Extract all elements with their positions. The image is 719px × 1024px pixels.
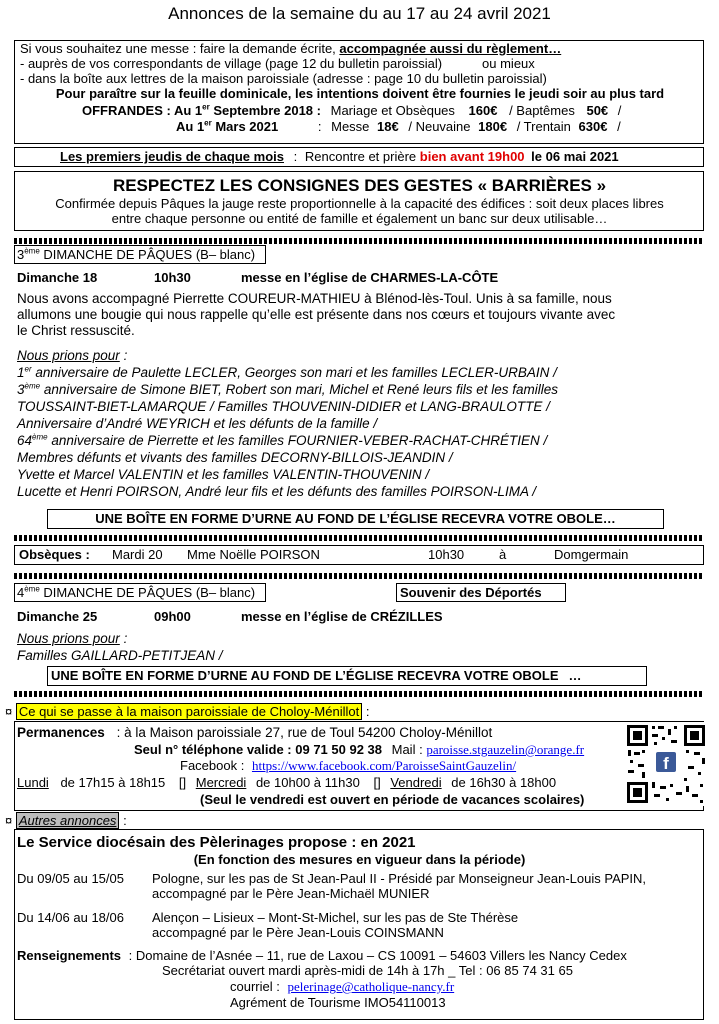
separator xyxy=(14,691,704,697)
courriel-line xyxy=(230,980,719,994)
trip-description: Pologne, sur les pas de St Jean-Paul II - Présidé par Monseigneur Jean-Louis PAPIN, xyxy=(152,871,647,886)
day-label: Mercredi xyxy=(195,775,247,790)
intention: TOUSSAINT-BIET-LAMARQUE / Familles THOUVENIN-DIDIER et LANG-BRAULOTTE / xyxy=(17,399,550,414)
text: anniversaire de Simone BIET, Robert son mari, Michel et René leurs fils et les familles xyxy=(40,382,559,397)
separator xyxy=(14,573,704,579)
permanences-label: Permanences xyxy=(17,725,105,740)
renseignements-address: : Domaine de l’Asnée – 11, rue de Laxou – CS 10091 – 54603 Villers les Nancy Cedex xyxy=(128,948,627,963)
mass-day: Dimanche 18 xyxy=(17,270,98,285)
mail-link[interactable]: paroisse.stgauzelin@orange.fr xyxy=(426,742,585,757)
separator-glyph: [] xyxy=(178,775,187,790)
separator xyxy=(14,238,704,244)
jeudis-text: Rencontre et prière xyxy=(304,149,417,164)
colon: : xyxy=(365,704,370,719)
intention xyxy=(17,366,707,380)
text: DIMANCHE DE PÂQUES (B– blanc) xyxy=(39,585,256,600)
trip-date: Du 14/06 au 18/06 xyxy=(17,910,124,925)
secretariat-line: Secrétariat ouvert mardi après-midi de 14h à 17h _ Tel : 06 85 74 31 65 xyxy=(162,963,573,978)
mass-place: messe en l’église de CHARMES-LA-CÔTE xyxy=(241,270,499,285)
trip-date: Du 09/05 au 15/05 xyxy=(17,871,124,886)
day-hours: de 10h00 à 11h30 xyxy=(255,775,360,790)
offrandes-item: Mariage et Obsèques xyxy=(330,103,455,118)
intro-line-2 xyxy=(20,57,700,71)
permanences-address: : à la Maison paroissiale 27, rue de Toul 54200 Choloy-Ménillot xyxy=(116,725,493,740)
obseques-time: 10h30 xyxy=(428,547,465,562)
svg-text:f: f xyxy=(663,754,669,773)
offrandes-date: Septembre 2018 : xyxy=(209,103,321,118)
text: 64 xyxy=(17,433,33,448)
offrandes-sep: / xyxy=(617,103,622,118)
offrandes-price: 160€ xyxy=(468,103,498,118)
consignes-title: RESPECTEZ LES CONSIGNES DES GESTES « BARRIÈRES » xyxy=(112,176,607,195)
intention: Membres défunts et vivants des familles DECORNY-BILLOIS-JEANDIN / xyxy=(17,450,453,465)
offrandes-sep: / xyxy=(617,119,621,134)
separator xyxy=(14,535,704,541)
souvenir-label: Souvenir des Déportés xyxy=(400,585,542,600)
colon: : xyxy=(119,348,128,363)
intention: Familles GAILLARD-PETITJEAN / xyxy=(17,648,223,663)
day-hours: de 16h30 à 18h00 xyxy=(451,775,557,790)
jeudis-label: Les premiers jeudis de chaque mois xyxy=(60,149,284,164)
text: anniversaire de Pierrette et les familles FOURNIER-VEBER-RACHAT-CHRÉTIEN / xyxy=(47,433,548,448)
day-hours: de 17h15 à 18h15 xyxy=(60,775,166,790)
colon: : xyxy=(123,813,127,828)
trip-description: accompagné par le Père Jean-Louis COINSMANN xyxy=(152,925,444,940)
bullet: ¤ xyxy=(5,704,13,719)
obseques-place: Domgermain xyxy=(554,547,629,562)
permanences-line xyxy=(17,726,719,740)
intention xyxy=(17,434,707,448)
offrandes-label: OFFRANDES : Au 1 xyxy=(82,103,203,118)
offrandes-price: 50€ xyxy=(586,103,609,118)
prions-heading xyxy=(17,632,707,646)
consignes-line-2: entre chaque personne ou entité de famille et également un banc sur deux utilisable… xyxy=(111,211,608,226)
text: 3 xyxy=(17,247,25,262)
urne-text: UNE BOÎTE EN FORME D’URNE AU FOND DE L’ÉGLISE RECEVRA VOTRE OBOLE xyxy=(51,668,559,683)
hours-note: (Seul le vendredi est ouvert en période de vacances scolaires) xyxy=(200,792,585,807)
separator-glyph: [] xyxy=(373,775,381,790)
courriel-label: courriel : xyxy=(230,979,280,994)
text: DIMANCHE DE PÂQUES (B– blanc) xyxy=(39,247,256,262)
trip-description: Alençon – Lisieux – Mont-St-Michel, sur les pas de Ste Thérèse xyxy=(152,910,519,925)
sunday3-header xyxy=(17,248,719,262)
sup: ème xyxy=(24,381,41,391)
trip-description: accompagné par le Père Jean-Michaël MUNIER xyxy=(152,886,430,901)
intro-text: ou mieux xyxy=(482,56,535,71)
offrandes-line xyxy=(82,104,700,118)
text: anniversaire de Paulette LECLER, Georges son mari et les familles LECLER-URBAIN / xyxy=(31,365,557,380)
renseignements-line xyxy=(17,949,719,963)
prions-label: Nous prions pour xyxy=(17,348,120,363)
mail-label: Mail : xyxy=(391,742,423,757)
intro-text: - auprès de vos correspondants de village (page 12 du bulletin paroissial) xyxy=(20,56,443,71)
offrandes-item: Messe xyxy=(331,119,370,134)
jeudis-line xyxy=(60,150,719,164)
offrandes-price: 180€ xyxy=(478,119,508,134)
prions-label: Nous prions pour xyxy=(17,631,120,646)
page-title: Annonces de la semaine du au 17 au 24 avril 2021 xyxy=(168,4,551,23)
hours-line xyxy=(17,776,719,790)
offrandes-label: Au 1 xyxy=(176,119,205,134)
sup: er xyxy=(202,102,210,112)
obseques-a: à xyxy=(499,547,507,562)
intention: Yvette et Marcel VALENTIN et les familles VALENTIN-THOUVENIN / xyxy=(17,467,430,482)
courriel-link[interactable]: pelerinage@catholique-nancy.fr xyxy=(287,979,455,994)
day-label: Vendredi xyxy=(390,775,442,790)
intro-text: Si vous souhaitez une messe : faire la demande écrite, xyxy=(20,41,340,56)
renseignements-label: Renseignements xyxy=(17,948,122,963)
mass-time: 09h00 xyxy=(154,609,191,624)
maison-heading xyxy=(5,705,719,719)
pelerinages-subtitle: (En fonction des mesures en vigueur dans la période) xyxy=(193,852,526,867)
sunday3-mass-line xyxy=(17,271,719,285)
obseques-name: Mme Noëlle POIRSON xyxy=(187,547,320,562)
sup: ème xyxy=(24,584,40,594)
bullet: ¤ xyxy=(5,813,13,828)
text: 4 xyxy=(17,585,25,600)
mass-day: Dimanche 25 xyxy=(17,609,98,624)
intro-line-3: - dans la boîte aux lettres de la maison paroissiale (adresse : page 10 du bulletin paroissial) xyxy=(20,71,547,86)
agrement-line: Agrément de Tourisme IMO54110013 xyxy=(230,995,446,1010)
autres-heading xyxy=(5,814,719,828)
offrandes-item: / Baptêmes xyxy=(509,103,575,118)
sunday3-paragraph-3: le Christ ressuscité. xyxy=(17,323,135,338)
jeudis-time: bien avant 19h00 xyxy=(419,149,525,164)
obseques-label: Obsèques : xyxy=(19,547,90,562)
offrandes-item: / Trentain xyxy=(516,119,571,134)
autres-title: Autres annonces xyxy=(16,812,120,829)
pelerinages-title: Le Service diocésain des Pèlerinages propose : en 2021 xyxy=(17,834,416,851)
urne-tail: … xyxy=(568,668,582,683)
offrandes-price: 18€ xyxy=(377,119,399,134)
jeudis-colon: : xyxy=(293,149,298,164)
offrandes-sep: : xyxy=(317,119,322,134)
offrandes-price: 630€ xyxy=(578,119,608,134)
mass-place: messe en l’église de CRÉZILLES xyxy=(241,609,443,624)
maison-title: Ce qui se passe à la maison paroissiale de Choloy-Ménillot xyxy=(16,703,362,720)
sup: er xyxy=(24,364,32,374)
prions-heading xyxy=(17,349,707,363)
offrandes-item: / Neuvaine xyxy=(408,119,471,134)
intention: Anniversaire d’André WEYRICH et les défunts de la famille / xyxy=(17,416,378,431)
intro-line-4: Pour paraître sur la feuille dominicale, les intentions doivent être fournies le jeudi soir au plus tard xyxy=(55,86,665,101)
intro-emphasis: accompagnée aussi du règlement… xyxy=(339,41,562,56)
obseques-line xyxy=(19,548,719,562)
intro-line-1 xyxy=(20,42,700,56)
facebook-label: Facebook : xyxy=(180,758,245,773)
tel-number: 09 71 50 92 38 xyxy=(295,742,382,757)
facebook-link[interactable]: https://www.facebook.com/ParoisseSaintGauzelin/ xyxy=(251,758,517,773)
intention: Lucette et Henri POIRSON, André leur fils et les défunts des familles POIRSON-LIMA / xyxy=(17,484,536,499)
sup: er xyxy=(204,118,212,128)
qr-code xyxy=(624,722,708,806)
sup: ème xyxy=(32,432,48,442)
text: 1 xyxy=(17,365,25,380)
day-label: Lundi xyxy=(17,775,49,790)
intention xyxy=(17,383,707,397)
obseques-day: Mardi 20 xyxy=(112,547,163,562)
sunday3-paragraph-1: Nous avons accompagné Pierrette COUREUR-MATHIEU à Blénod-lès-Toul. Unis à sa famille, nous xyxy=(17,291,612,306)
sunday4-mass-line xyxy=(17,610,719,624)
urne-notice: UNE BOÎTE EN FORME D’URNE AU FOND DE L’ÉGLISE RECEVRA VOTRE OBOLE… xyxy=(95,511,616,526)
mass-time: 10h30 xyxy=(154,270,191,285)
tel-label: Seul n° téléphone valide : xyxy=(134,742,292,757)
sunday3-paragraph-2: allumons une bougie qui nous rappelle qu’elle est présente dans nos cœurs et toujours vivante avec xyxy=(17,307,616,322)
sup: ème xyxy=(24,246,40,256)
colon: : xyxy=(119,631,128,646)
offrandes-line-2 xyxy=(176,120,700,134)
urne-notice xyxy=(51,669,719,683)
consignes-line-1: Confirmée depuis Pâques la jauge reste proportionnelle à la capacité des édifices : soit deux places libres xyxy=(55,196,664,211)
offrandes-date: Mars 2021 xyxy=(211,119,279,134)
jeudis-date: le 06 mai 2021 xyxy=(531,149,619,164)
text: 3 xyxy=(17,382,25,397)
